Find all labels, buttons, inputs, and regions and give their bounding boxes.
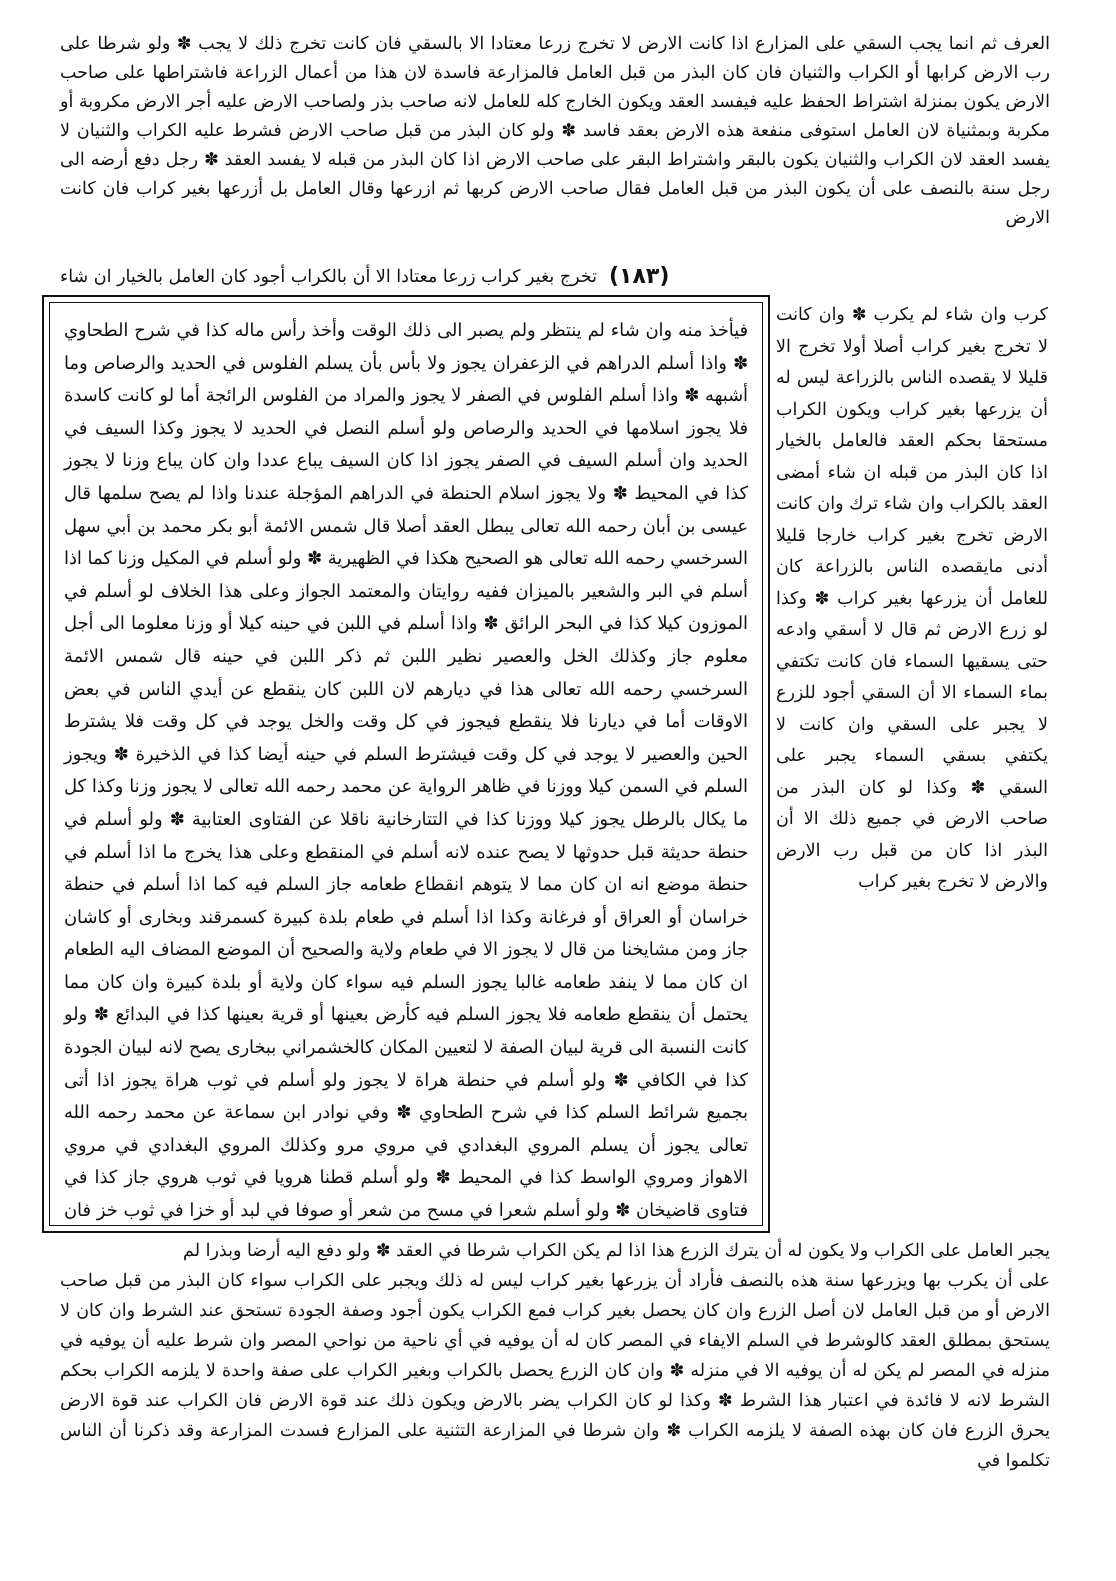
bottom-text-block bbox=[60, 1236, 1050, 1536]
page-number: (١٨٣) bbox=[608, 264, 670, 289]
bottom-line-1: يجبر العامل على الكراب ولا يكون له أن يترك الزرع هذا اذا لم يكن الكراب شرطا في العقد ✽ ولو دفع اليه أرضا وبذرا لم bbox=[183, 1241, 1050, 1261]
top-paragraph-tail: تخرج بغير كراب زرعا معتادا الا أن بالكراب أجود كان العامل بالخيار ان شاء bbox=[60, 267, 597, 287]
bottom-paragraph: على أن يكرب بها ويزرعها سنة هذه بالنصف فأراد أن يزرعها بغير كراب ليس له ذلك ويجبر على الكراب سواء كان البذر من قبل صاحب الارض أو من قبل العامل لان أصل الزرع وان كان يحصل بغير كراب فمع الكراب يكون أجود وصفة الجودة تستحق عند الشرط وان كان لا يستحق بمطلق العقد كالوشرط في السلم الايفاء في المصر كان له أن يوفيه في أي ناحية من نواحي المصر وان شرط عليه أن يوفيه في منزله في المصر لم يكن له أن يوفيه الا في منزله ✽ وان كان الزرع يحصل بالكراب وبغير الكراب على صفة واحدة لا يلزمه الكراب بحكم الشرط لانه لا فائدة في اعتبار هذا الشرط ✽ وكذا لو كان الكراب يضر بالارض ويكون ذلك عند قوة الارض فان الكراب عند قوة الارض يحرق الزرع فان كان بهذه الصفة لا يلزمه الكراب ✽ وان شرطا في المزارعة التثنية على المزارع فسدت المزارعة وقد ذكرنا أن الناس تكلموا في bbox=[60, 1271, 1050, 1471]
margin-commentary-inner bbox=[49, 302, 763, 1226]
side-column bbox=[776, 300, 1048, 1236]
margin-commentary-frame bbox=[42, 295, 770, 1233]
margin-commentary-text: فيأخذ منه وان شاء لم ينتظر ولم يصبر الى ذلك الوقت وأخذ رأس ماله كذا في شرح الطحاوي ✽ واذا أسلم الدراهم في الزعفران يجوز ولا بأس بأن يسلم الفلوس في الحديد والرصاص وما أشبهه ✽ واذا أسلم الفلوس في الصفر لا يجوز والمراد من الفلوس الرائجة أما لو كانت كاسدة فلا يجوز اسلامها في الحديد والرصاص ولو أسلم النصل في الحديد لا يجوز وكذا السيف في الحديد وان أسلم السيف في الصفر يجوز اذا كان السيف يباع عددا وان كان يباع وزنا لا يجوز كذا في المحيط ✽ ولا يجوز اسلام الحنطة في الدراهم المؤجلة عندنا واذا لم يصح سلمها قال عيسى بن أبان رحمه الله تعالى يبطل العقد أصلا قال شمس الائمة أبو بكر محمد بن أبي سهل السرخسي رحمه الله تعالى هو الصحيح هكذا في الظهيرية ✽ ولو أسلم في المكيل وزنا كما اذا أسلم في البر والشعير بالميزان ففيه روايتان والمعتمد الجواز وعلى هذا الخلاف لو أسلم في الموزون كيلا كذا في البحر الرائق ✽ واذا أسلم في اللبن في حينه كيلا أو وزنا معلوما الى أجل معلوم جاز وكذلك الخل والعصير نظير اللبن ثم ذكر اللبن في حينه قال شمس الائمة السرخسي رحمه الله تعالى هذا في ديارهم لان اللبن كان ينقطع عن أيدي الناس في بعض الاوقات أما في ديارنا فلا ينقطع فيجوز في كل وقت والخل يوجد في كل وقت فلا يشترط الحين والعصير لا يوجد في كل وقت فيشترط السلم في حينه أيضا كذا في الذخيرة ✽ ويجوز السلم في السمن كيلا ووزنا في ظاهر الرواية عن محمد رحمه الله تعالى لا يجوز وزنا وكذا كل ما يكال بالرطل يجوز كيلا ووزنا كذا في التتارخانية ناقلا عن الفتاوى العتابية ✽ ولو أسلم في حنطة حديثة قبل حدوثها لا يصح عنده لانه أسلم في المنقطع وعلى هذا يخرج ما اذا أسلم في حنطة موضع انه ان كان مما لا يتوهم انقطاع طعامه جاز السلم فيه كما اذا أسلم في حنطة خراسان أو العراق أو فرغانة وكذا اذا أسلم في طعام بلدة كبيرة كسمرقند وبخارى أو كاشان جاز ومن مشايخنا من قال لا يجوز الا في طعام ولاية والصحيح أن الموضع المضاف اليه الطعام ان كان مما لا ينفد طعامه غالبا يجوز السلم فيه سواء كان ولاية أو بلدة كبيرة وان كان مما يحتمل أن ينقطع طعامه فلا يجوز السلم فيه كأرض بعينها أو قرية بعينها كذا في البدائع ✽ ولو كانت النسبة الى قرية لبيان الصفة لا لتعيين المكان كالخشمراني ببخارى يصح لانه لبيان الجودة كذا في الكافي ✽ ولو أسلم في حنطة هراة لا يجوز ولو أسلم في ثوب هراة يجوز اذا أتى بجميع شرائط السلم كذا في شرح الطحاوي ✽ وفي نوادر ابن سماعة عن محمد رحمه الله تعالى يجوز أن يسلم المروي البغدادي في مروي مرو وكذلك المروي البغدادي في مروي الاهواز ومروي الواسط كذا في المحيط ✽ ولو أسلم قطنا هرويا في ثوب هروي جاز كذا في فتاوى قاضيخان ✽ ولو أسلم شعرا في مسح من شعر أو صوفا في لبد أو خزا في ثوب خز فان bbox=[64, 320, 748, 1222]
top-paragraph: العرف ثم انما يجب السقي على المزارع اذا كانت الارض لا تخرج زرعا معتادا الا بالسقي فان كانت تخرج ذلك لا يجب ✽ ولو شرطا على رب الارض كرابها أو الكراب والثنيان فان كان البذر من قبل العامل فالمزارعة فاسدة لان هذا من أعمال الزراعة فاشتراطها على صاحب الارض يكون بمنزلة اشتراط الحفظ عليه فيفسد العقد ويكون الخارج كله للعامل لانه صاحب بذر ولصاحب الارض عليه أجر الارض مكروبة أو مكربة وبمثنياة لان العامل استوفى منفعة هذه الارض بعقد فاسد ✽ ولو كان البذر من قبل صاحب الارض فشرط عليه الكراب والثنيان لا يفسد العقد لان الكراب والثنيان يكون بالبقر واشتراط البقر على صاحب الارض اذا كان البذر من قبله لا يفسد العقد ✽ رجل دفع أرضه الى رجل سنة بالنصف على أن يكون البذر من قبل العامل فقال صاحب الارض كربها ثم ازرعها وقال العامل بل أزرعها بغير كراب فان كانت الارض bbox=[60, 34, 1050, 228]
side-column-text: كرب وان شاء لم يكرب ✽ وان كانت لا تخرج بغير كراب أصلا أولا تخرج الا قليلا لا يقصده الناس بالزراعة ليس له أن يزرعها بغير كراب ويكون الكراب مستحقا بحكم العقد فالعامل بالخيار اذا كان البذر من قبله ان شاء أمضى العقد بالكراب وان شاء ترك وان كانت الارض تخرج بغير كراب خارجا قليلا أدنى مايقصده الناس بالزراعة كان للعامل أن يزرعها بغير كراب ✽ وكذا لو زرع الارض ثم قال لا أسقي وادعه حتى يسقيها السماء فان كانت تكتفي بماء السماء الا أن السقي أجود للزرع لا يجبر على السقي وان كانت لا يكتفي بسقي السماء يجبر على السقي ✽ وكذا لو كان البذر من صاحب الارض في جميع ذلك الا أن البذر اذا كان من قبل رب الارض والارض لا تخرج بغير كراب bbox=[776, 305, 1048, 892]
page-marker-line bbox=[60, 262, 1050, 292]
top-text-block bbox=[60, 30, 1050, 288]
